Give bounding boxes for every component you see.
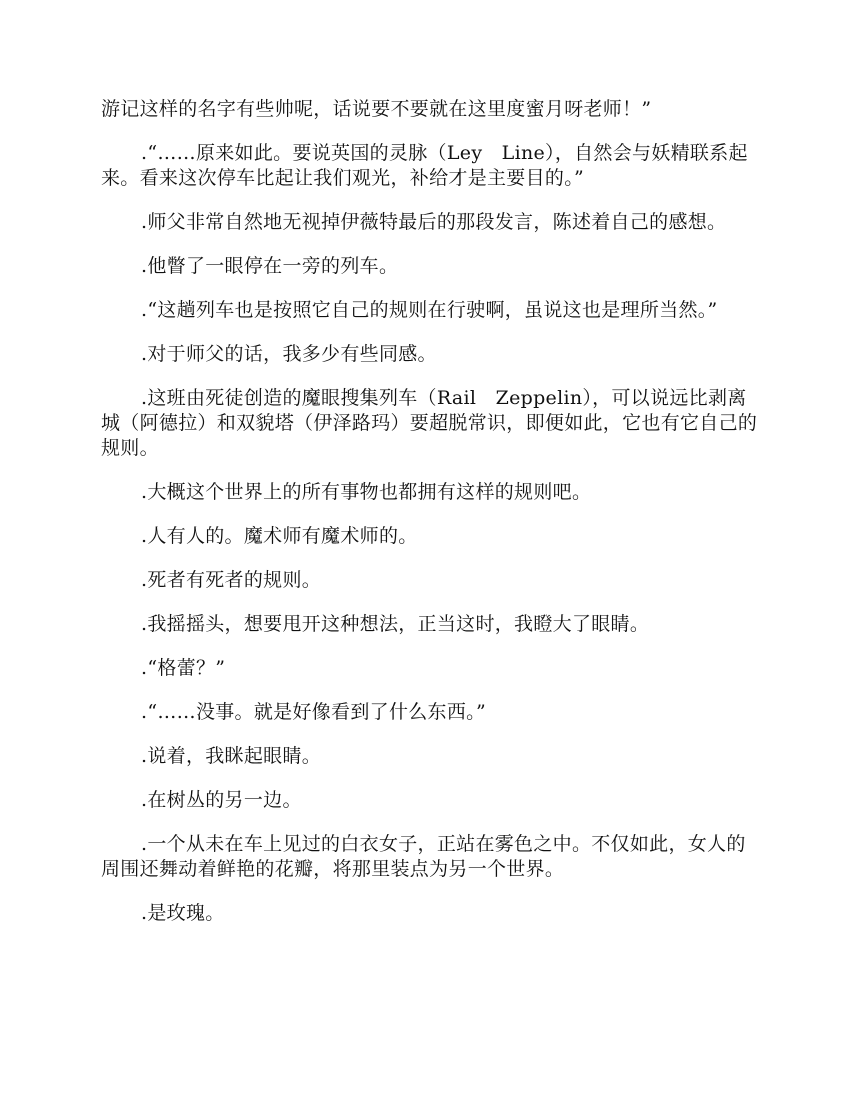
paragraph: .一个从未在车上见过的白衣女子，正站在雾色之中。不仅如此，女人的周围还舞动着鲜艳的花瓣，将那里装点为另一个世界。	[101, 833, 746, 880]
paragraph: .是玫瑰。	[141, 902, 225, 924]
paragraph: .师父非常自然地无视掉伊薇特最后的那段发言，陈述着自己的感想。	[141, 211, 727, 233]
paragraph: .在树丛的另一边。	[141, 789, 302, 811]
paragraph: .死者有死者的规则。	[141, 569, 322, 591]
paragraph: .大概这个世界上的所有事物也都拥有这样的规则吧。	[141, 481, 592, 503]
paragraph: 游记这样的名字有些帅呢，话说要不要就在这里度蜜月呀老师！”	[101, 98, 652, 120]
body-text	[101, 97, 761, 945]
paragraph: .“格蕾？”	[141, 657, 226, 679]
paragraph: .这班由死徒创造的魔眼搜集列车（Rail Zeppelin），可以说远比剥离城（阿德拉）和双貌塔（伊泽路玛）要超脱常识，即便如此，它也有它自己的规则。	[101, 387, 758, 459]
paragraph: .我摇摇头，想要甩开这种想法，正当这时，我瞪大了眼睛。	[141, 613, 650, 635]
paragraph: .“……原来如此。要说英国的灵脉（Ley Line），自然会与妖精联系起来。看来这次停车比起让我们观光，补给才是主要目的。”	[101, 142, 748, 189]
paragraph: .说着，我眯起眼睛。	[141, 745, 322, 767]
paragraph: .“这趟列车也是按照它自己的规则在行驶啊，虽说这也是理所当然。”	[141, 299, 718, 321]
paragraph: .他瞥了一眼停在一旁的列车。	[141, 255, 399, 277]
paragraph: .对于师父的话，我多少有些同感。	[141, 343, 437, 365]
paragraph: .人有人的。魔术师有魔术师的。	[141, 525, 418, 547]
paragraph: .“……没事。就是好像看到了什么东西。”	[141, 701, 486, 723]
